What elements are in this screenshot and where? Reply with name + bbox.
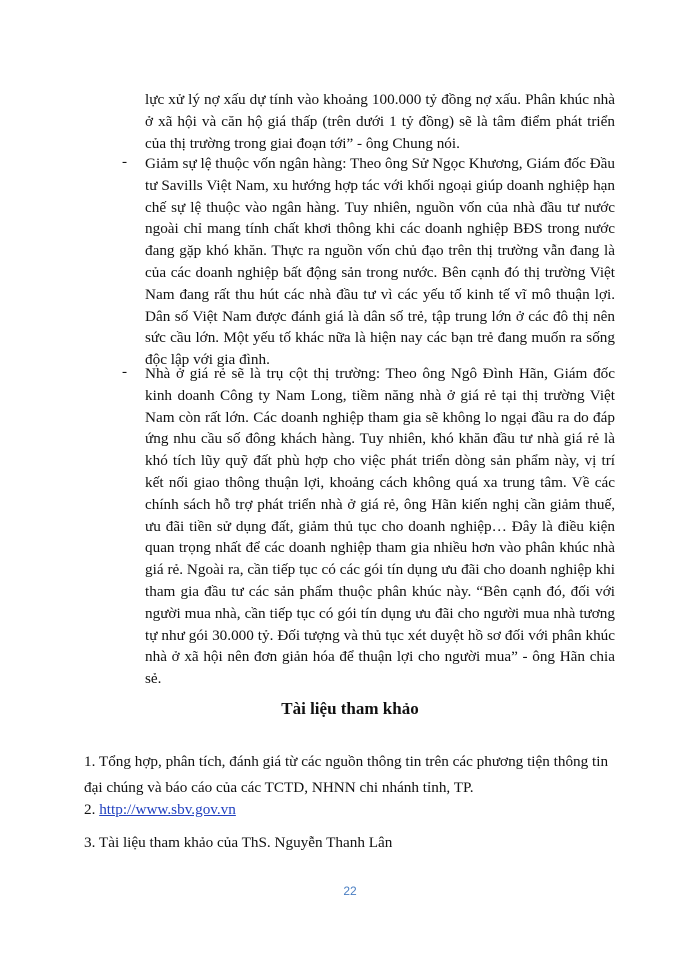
bullet-mark: -	[122, 153, 128, 170]
reference-item	[84, 797, 616, 823]
reference-item	[84, 830, 616, 856]
reference-link[interactable]: http://www.sbv.gov.vn	[99, 801, 236, 818]
bullet-mark: -	[122, 363, 128, 380]
reference-number: 2.	[84, 801, 100, 818]
reference-number: 1.	[84, 753, 99, 770]
reference-item	[84, 749, 616, 801]
reference-text: Tài liệu tham khảo của ThS. Nguyễn Thanh Lân	[98, 834, 393, 851]
references-heading: Tài liệu tham khảo	[281, 699, 419, 718]
bullet-paragraph-affordable-housing: Nhà ở giá rẻ sẽ là trụ cột thị trường: Theo ông Ngô Đình Hãn, Giám đốc kinh doanh Công ty Nam Long, tiềm năng nhà ở giá rẻ tại thị trường Việt Nam còn rất lớn. Các doanh nghiệp tham gia sẽ không lo ngại đầu ra do đáp ứng nhu cầu số đông khách hàng. Tuy nhiên, khó khăn đầu tư nhà giá rẻ là khó tích lũy quỹ đất phù hợp cho việc phát triển dòng sản phẩm này, vị trí kết nối giao thông thuận lợi, khoảng cách không quá xa trung tâm. Về các chính sách hỗ trợ phát triển nhà ở giá rẻ, ông Hãn kiến nghị cần giảm thuế, ưu đãi tiền sử dụng đất, giảm thủ tục cho doanh nghiệp… Đây là điều kiện quan trọng nhất để các doanh nghiệp tham gia nhiều hơn vào phân khúc nhà giá rẻ. Ngoài ra, cần tiếp tục có các gói tín dụng ưu đãi cho doanh nghiệp khi tham gia đầu tư các sản phẩm thuộc phân khúc này. “Bên cạnh đó, đối với người mua nhà, cần tiếp tục có gói tín dụng ưu đãi cho người mua nhà tương tự như gói 30.000 tỷ. Đối tượng và thủ tục xét duyệt hồ sơ đối với phân khúc nhà ở xã hội nên đơn giản hóa để thuận lợi cho người mua” - ông Hãn chia sẻ.	[145, 365, 615, 688]
page-number: 22	[343, 884, 357, 898]
reference-text: Tổng hợp, phân tích, đánh giá từ các nguồn thông tin trên các phương tiện thông tin đại chúng và báo cáo của các TCTD, NHNN chi nhánh tỉnh, TP.	[84, 753, 609, 796]
reference-number: 3.	[84, 834, 99, 851]
bullet-paragraph-bank-dependence: Giảm sự lệ thuộc vốn ngân hàng: Theo ông Sử Ngọc Khương, Giám đốc Đầu tư Savills Việt Nam, xu hướng hợp tác với khối ngoại giúp doanh nghiệp hạn chế sự lệ thuộc vào ngân hàng. Tuy nhiên, nguồn vốn của nhà đầu tư nước ngoài chỉ mang tính chất khơi thông khi các doanh nghiệp BĐS trong nước đang gặp khó khăn. Thực ra nguồn vốn chủ đạo trên thị trường vẫn đang là của các doanh nghiệp bất động sản trong nước. Bên cạnh đó thị trường Việt Nam đang rất thu hút các nhà đầu tư vì các yếu tố kinh tế vĩ mô thuận lợi. Dân số Việt Nam được đánh giá là dân số trẻ, tập trung lớn ở các đô thị nên sức cầu lớn. Một yếu tố khác nữa là hiện nay các bạn trẻ đang muốn ra sống độc lập với gia đình.	[145, 155, 615, 369]
intro-paragraph: lực xử lý nợ xấu dự tính vào khoảng 100.000 tỷ đồng nợ xấu. Phân khúc nhà ở xã hội và căn hộ giá thấp (trên dưới 1 tỷ đồng) sẽ là tâm điểm phát triển của thị trường trong giai đoạn tới” - ông Chung nói.	[145, 91, 615, 152]
